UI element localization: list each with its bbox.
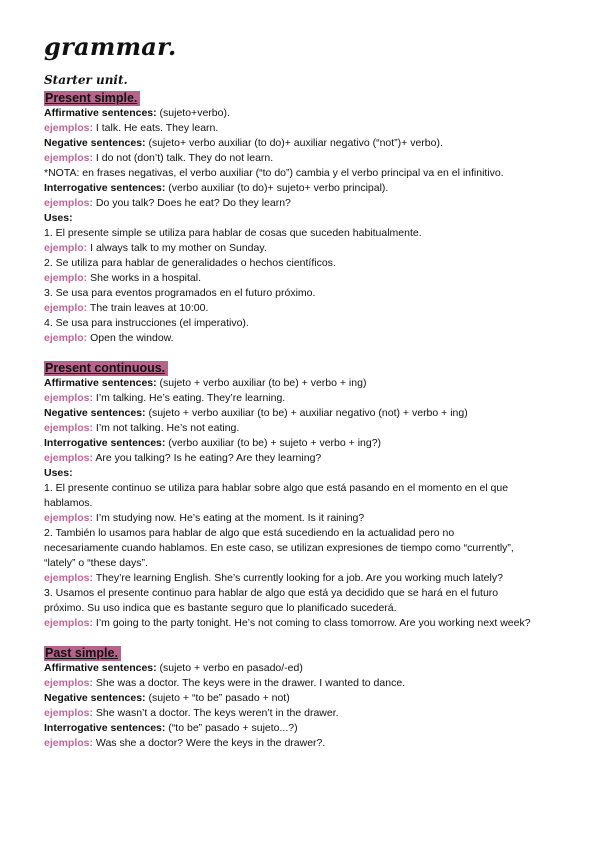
example-label: ejemplo: [44,272,88,284]
line-text: Do you talk? Does he eat? Do they learn? [93,197,291,209]
line-text: (sujeto + verbo en pasado/-ed) [156,662,303,674]
text-line [44,181,574,196]
line-text: 4. Se usa para instrucciones (el imperativo). [44,317,249,329]
section [44,360,574,631]
example-label: ejemplos: [44,422,94,434]
sentence-type-label: Negative sentences: [44,407,146,419]
text-line [44,391,574,406]
example-label: ejemplo: [44,302,88,314]
text-line [44,316,574,331]
line-text: I do not (don’t) talk. They do not learn. [93,152,274,164]
sentence-type-label: Negative sentences: [44,137,146,149]
line-text: I’m talking. He’s eating. They’re learning. [93,392,286,404]
text-line [44,706,574,721]
text-line [44,481,574,496]
sentence-type-label: Affirmative sentences: [44,107,157,119]
line-text: 1. El presente simple se utiliza para hablar de cosas que suceden habitualmente. [44,227,422,239]
text-line [44,376,574,391]
text-line [44,571,574,586]
text-line [44,421,574,436]
text-line [44,466,574,481]
line-text: 3. Usamos el presente continuo para hablar de algo que está ya decidido que se hará en el futuro [44,587,499,599]
section [44,90,574,346]
text-line [44,676,574,691]
example-label: ejemplos: [44,737,94,749]
document-page [44,30,574,751]
line-text: 2. Se utiliza para hablar de generalidades o hechos científicos. [44,257,336,269]
text-line [44,241,574,256]
line-text: The train leaves at 10:00. [87,302,209,314]
line-text: She was a doctor. The keys were in the drawer. I wanted to dance. [93,677,406,689]
line-text: (sujeto+ verbo auxiliar (to do)+ auxiliar negativo (“not”)+ verbo). [145,137,443,149]
line-text: *NOTA: en frases negativas, el verbo auxiliar (“to do”) cambia y el verbo principal va en el infinitivo. [44,167,504,179]
line-text: “lately” o “these days”. [44,557,148,569]
text-line [44,106,574,121]
text-line [44,136,574,151]
line-text: She wasn’t a doctor. The keys weren’t in the drawer. [93,707,339,719]
line-text: She works in a hospital. [87,272,201,284]
line-text: hablamos. [44,497,93,509]
line-text: (sujeto + verbo auxiliar (to be) + auxiliar negativo (not) + verbo + ing) [145,407,468,419]
line-text: (sujeto+verbo). [156,107,230,119]
line-text: (verbo auxiliar (to be) + sujeto + verbo + ing?) [165,437,382,449]
text-line [44,301,574,316]
line-text: They’re learning English. She’s currently looking for a job. Are you working much lately? [93,572,503,584]
text-line [44,166,574,181]
text-line [44,496,574,511]
line-text: 2. También lo usamos para hablar de algo que está sucediendo en la actualidad pero no [44,527,455,539]
example-label: ejemplos: [44,197,94,209]
section-spacer [44,346,574,360]
section-heading: Present continuous. [44,361,168,376]
text-line [44,721,574,736]
example-label: ejemplos: [44,122,94,134]
line-text: I’m studying now. He’s eating at the moment. Is it raining? [93,512,365,524]
sentence-type-label: Affirmative sentences: [44,662,157,674]
text-line [44,196,574,211]
text-line [44,556,574,571]
text-line [44,691,574,706]
sentence-type-label: Uses: [44,212,73,224]
text-line [44,271,574,286]
text-line [44,511,574,526]
text-line [44,151,574,166]
sections-container [44,90,574,751]
section-heading: Past simple. [44,646,121,661]
section-heading: Present simple. [44,91,140,106]
line-text: 3. Se usa para eventos programados en el futuro próximo. [44,287,316,299]
example-label: ejemplos: [44,512,94,524]
example-label: ejemplo: [44,332,88,344]
example-label: ejemplos: [44,707,94,719]
text-line [44,616,574,631]
example-label: ejemplos: [44,617,94,629]
page-subtitle: Starter unit. [44,73,128,87]
text-line [44,211,574,226]
text-line [44,451,574,466]
line-text: Was she a doctor? Were the keys in the drawer?. [93,737,326,749]
sentence-type-label: Uses: [44,467,73,479]
line-text: (sujeto + verbo auxiliar (to be) + verbo + ing) [156,377,367,389]
text-line [44,736,574,751]
text-line [44,436,574,451]
line-text: necesariamente cuando hablamos. En este caso, se utilizan expresiones de tiempo como “currently”, [44,542,514,554]
line-text: (sujeto + “to be” pasado + not) [145,692,290,704]
line-text: Open the window. [87,332,174,344]
text-line [44,406,574,421]
line-text: I’m not talking. He’s not eating. [93,422,240,434]
page-title: grammar. [44,32,177,61]
example-label: ejemplos: [44,677,94,689]
sentence-type-label: Negative sentences: [44,692,146,704]
text-line [44,226,574,241]
line-text: I talk. He eats. They learn. [93,122,219,134]
sentence-type-label: Interrogative sentences: [44,182,166,194]
example-label: ejemplo: [44,242,88,254]
example-label: ejemplos: [44,392,94,404]
text-line [44,661,574,676]
text-line [44,331,574,346]
line-text: 1. El presente continuo se utiliza para hablar sobre algo que está pasando en el momento en el que [44,482,509,494]
line-text: próximo. Su uso indica que es bastante seguro que lo planificado sucederá. [44,602,397,614]
text-line [44,121,574,136]
text-line [44,601,574,616]
line-text: I always talk to my mother on Sunday. [87,242,267,254]
line-text: (“to be” pasado + sujeto...?) [165,722,298,734]
text-line [44,586,574,601]
text-line [44,526,574,541]
line-text: (verbo auxiliar (to do)+ sujeto+ verbo principal). [165,182,389,194]
text-line [44,256,574,271]
example-label: ejemplos: [44,152,94,164]
sentence-type-label: Affirmative sentences: [44,377,157,389]
section [44,645,574,751]
example-label: ejemplos: [44,452,94,464]
sentence-type-label: Interrogative sentences: [44,722,166,734]
section-spacer [44,631,574,645]
example-label: ejemplos: [44,572,94,584]
text-line [44,541,574,556]
sentence-type-label: Interrogative sentences: [44,437,166,449]
line-text: Are you talking? Is he eating? Are they learning? [93,452,322,464]
line-text: I’m going to the party tonight. He’s not coming to class tomorrow. Are you working next week? [93,617,531,629]
text-line [44,286,574,301]
